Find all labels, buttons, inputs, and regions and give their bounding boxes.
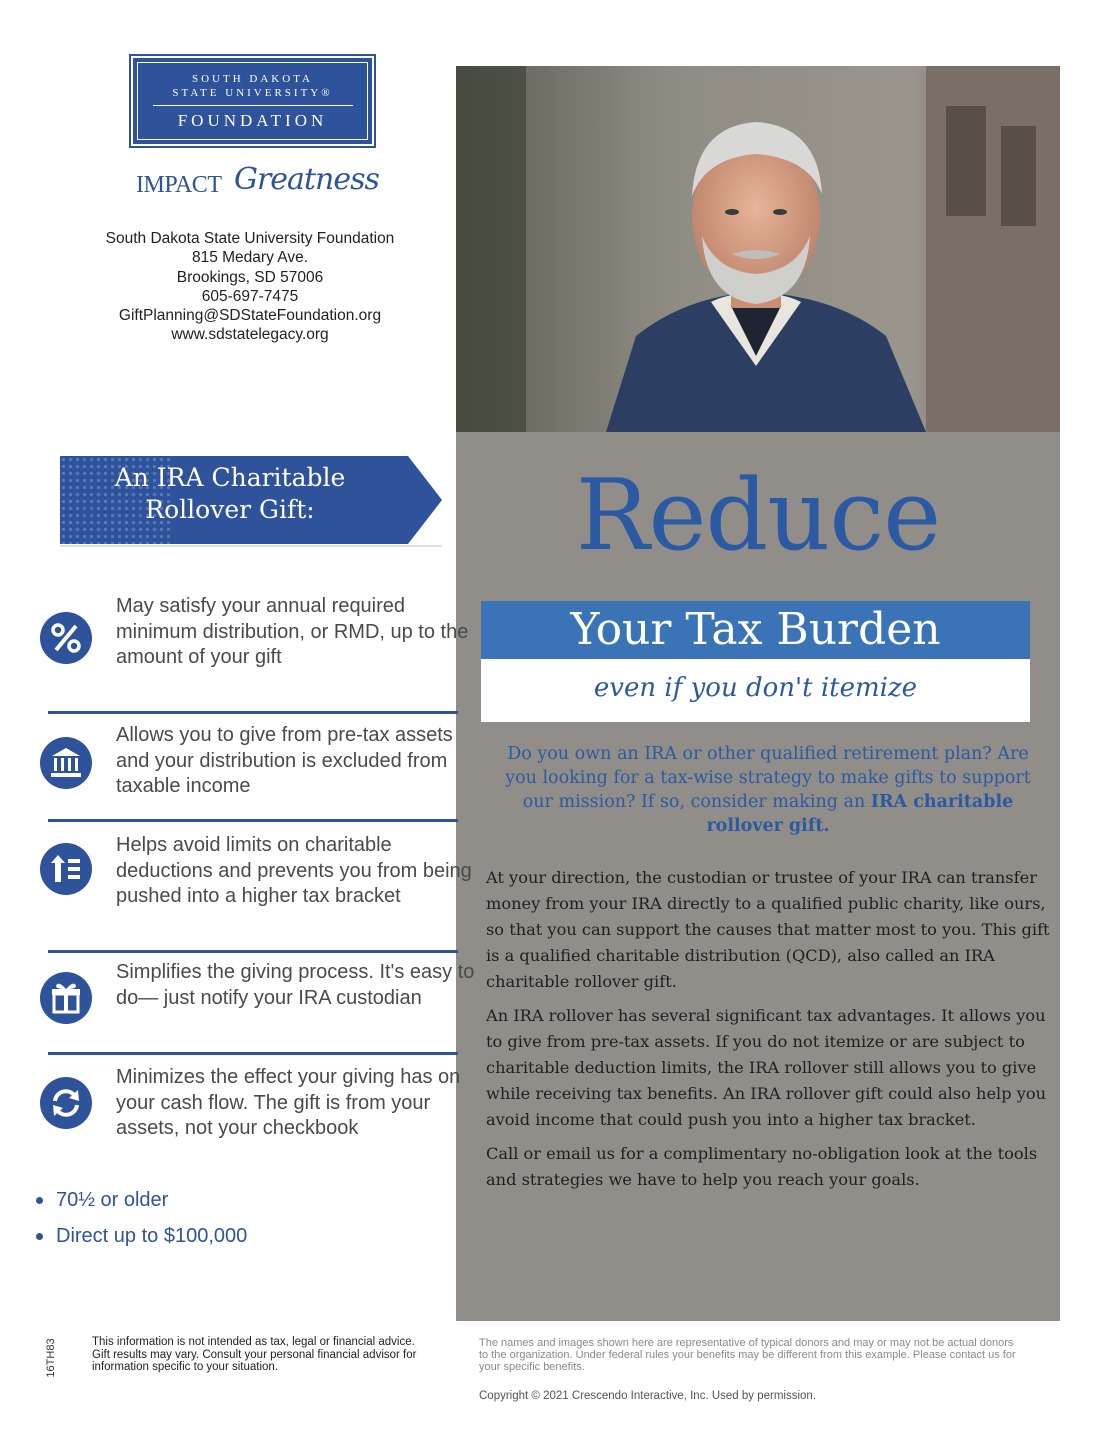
benefit-divider	[48, 819, 458, 822]
logo-line-1: SOUTH DAKOTA	[192, 72, 313, 85]
website-link[interactable]: www.sdstatelegacy.org	[171, 326, 329, 344]
campaign-word-greatness: Greatness	[234, 162, 379, 197]
benefit-divider	[48, 711, 458, 714]
benefit-text: Helps avoid limits on charitable deductions and prevents you from being pushed into a higher tax bracket	[116, 834, 472, 907]
body-paragraph-1: At your direction, the custodian or trustee of your IRA can transfer money from your IRA directly to a qualified public charity, like ours, so that you can support the causes that matter most to you. This gift is a qualified charitable distribution (QCD), also called an IRA charitable rollover gift.	[486, 868, 1050, 991]
benefit-text: Minimizes the effect your giving has on your cash flow. The gift is from your assets, not your checkbook	[116, 1066, 461, 1139]
donor-photo	[456, 66, 1060, 432]
body-paragraph-3: Call or email us for a complimentary no-obligation look at the tools and strategies we have to help you reach your goals.	[486, 1144, 1038, 1189]
benefit-text: Simplifies the giving process. It's easy to do— just notify your IRA custodian	[116, 961, 475, 1009]
headline-reduce: Reduce	[575, 459, 941, 573]
refresh-icon	[40, 1077, 92, 1129]
phone-number[interactable]: 605-697-7475	[201, 287, 299, 305]
donor-disclaimer: The names and images shown here are representative of typical donors and may or may not be actual donors to the organization. Under federal rules your benefits may be different from this example. Please contact us for your specific benefits.	[479, 1337, 1016, 1373]
logo-rule	[153, 105, 353, 106]
ribbon-line-1: An IRA Charitable	[114, 463, 346, 492]
foundation-logo	[131, 56, 374, 146]
street-address: 815 Medary Ave.	[191, 249, 309, 267]
list-item: 70½ or older	[36, 1182, 436, 1218]
body-paragraph-2: An IRA rollover has several significant tax advantages. It allows you to give from pre-tax assets. If you do not itemize or are subject to charitable deduction limits, the IRA rollover still allows you to give while receiving tax benefits. An IRA rollover gift could also help you avoid income that could push you into a higher tax bracket.	[486, 1006, 1047, 1129]
bank-icon	[40, 737, 92, 789]
tax-disclaimer: This information is not intended as tax, legal or financial advice. Gift results may vary. Consult your personal financial advisor for information specific to your situation.	[92, 1336, 417, 1373]
benefit-divider	[48, 1052, 458, 1055]
list-item: Direct up to $100,000	[36, 1218, 436, 1254]
intro-bold: IRA charitable rollover gift.	[706, 792, 1014, 836]
benefit-text: Allows you to give from pre-tax assets and your distribution is excluded from taxable income	[116, 724, 453, 797]
campaign-logo	[136, 158, 379, 214]
headline-tax-burden: Your Tax Burden	[481, 601, 1030, 659]
headline-itemize: even if you don't itemize	[481, 659, 1030, 722]
intro-text: Do you own an IRA or other qualified retirement plan? Are you looking for a tax-wise strategy to make gifts to support our mission? If so, consider making an	[505, 744, 1031, 812]
eligibility-list	[36, 1182, 436, 1254]
city-state-zip: Brookings, SD 57006	[176, 268, 324, 286]
ribbon-line-2: Rollover Gift:	[145, 495, 315, 524]
bracket-icon	[40, 843, 92, 895]
benefit-divider	[48, 950, 458, 953]
org-name: South Dakota State University Foundation	[105, 230, 395, 247]
email-link[interactable]: GiftPlanning@SDStateFoundation.org	[118, 307, 382, 325]
document-code	[44, 1336, 58, 1382]
logo-line-3: FOUNDATION	[177, 110, 328, 130]
benefit-text: May satisfy your annual required minimum distribution, or RMD, up to the amount of your gift	[116, 595, 469, 668]
copyright-notice: Copyright © 2021 Crescendo Interactive, Inc. Used by permission.	[479, 1390, 817, 1402]
logo-line-2: STATE UNIVERSITY®	[172, 86, 333, 99]
donor-photo-illustration	[456, 66, 1060, 432]
body-copy	[486, 865, 1051, 1201]
gift-icon	[40, 972, 92, 1024]
percent-icon	[40, 612, 92, 664]
intro-paragraph	[490, 742, 1046, 838]
ribbon-title	[60, 462, 400, 526]
contact-address	[60, 229, 440, 345]
document-code-text: 16TH83	[45, 1338, 57, 1378]
campaign-word-impact: IMPACT	[136, 172, 222, 198]
